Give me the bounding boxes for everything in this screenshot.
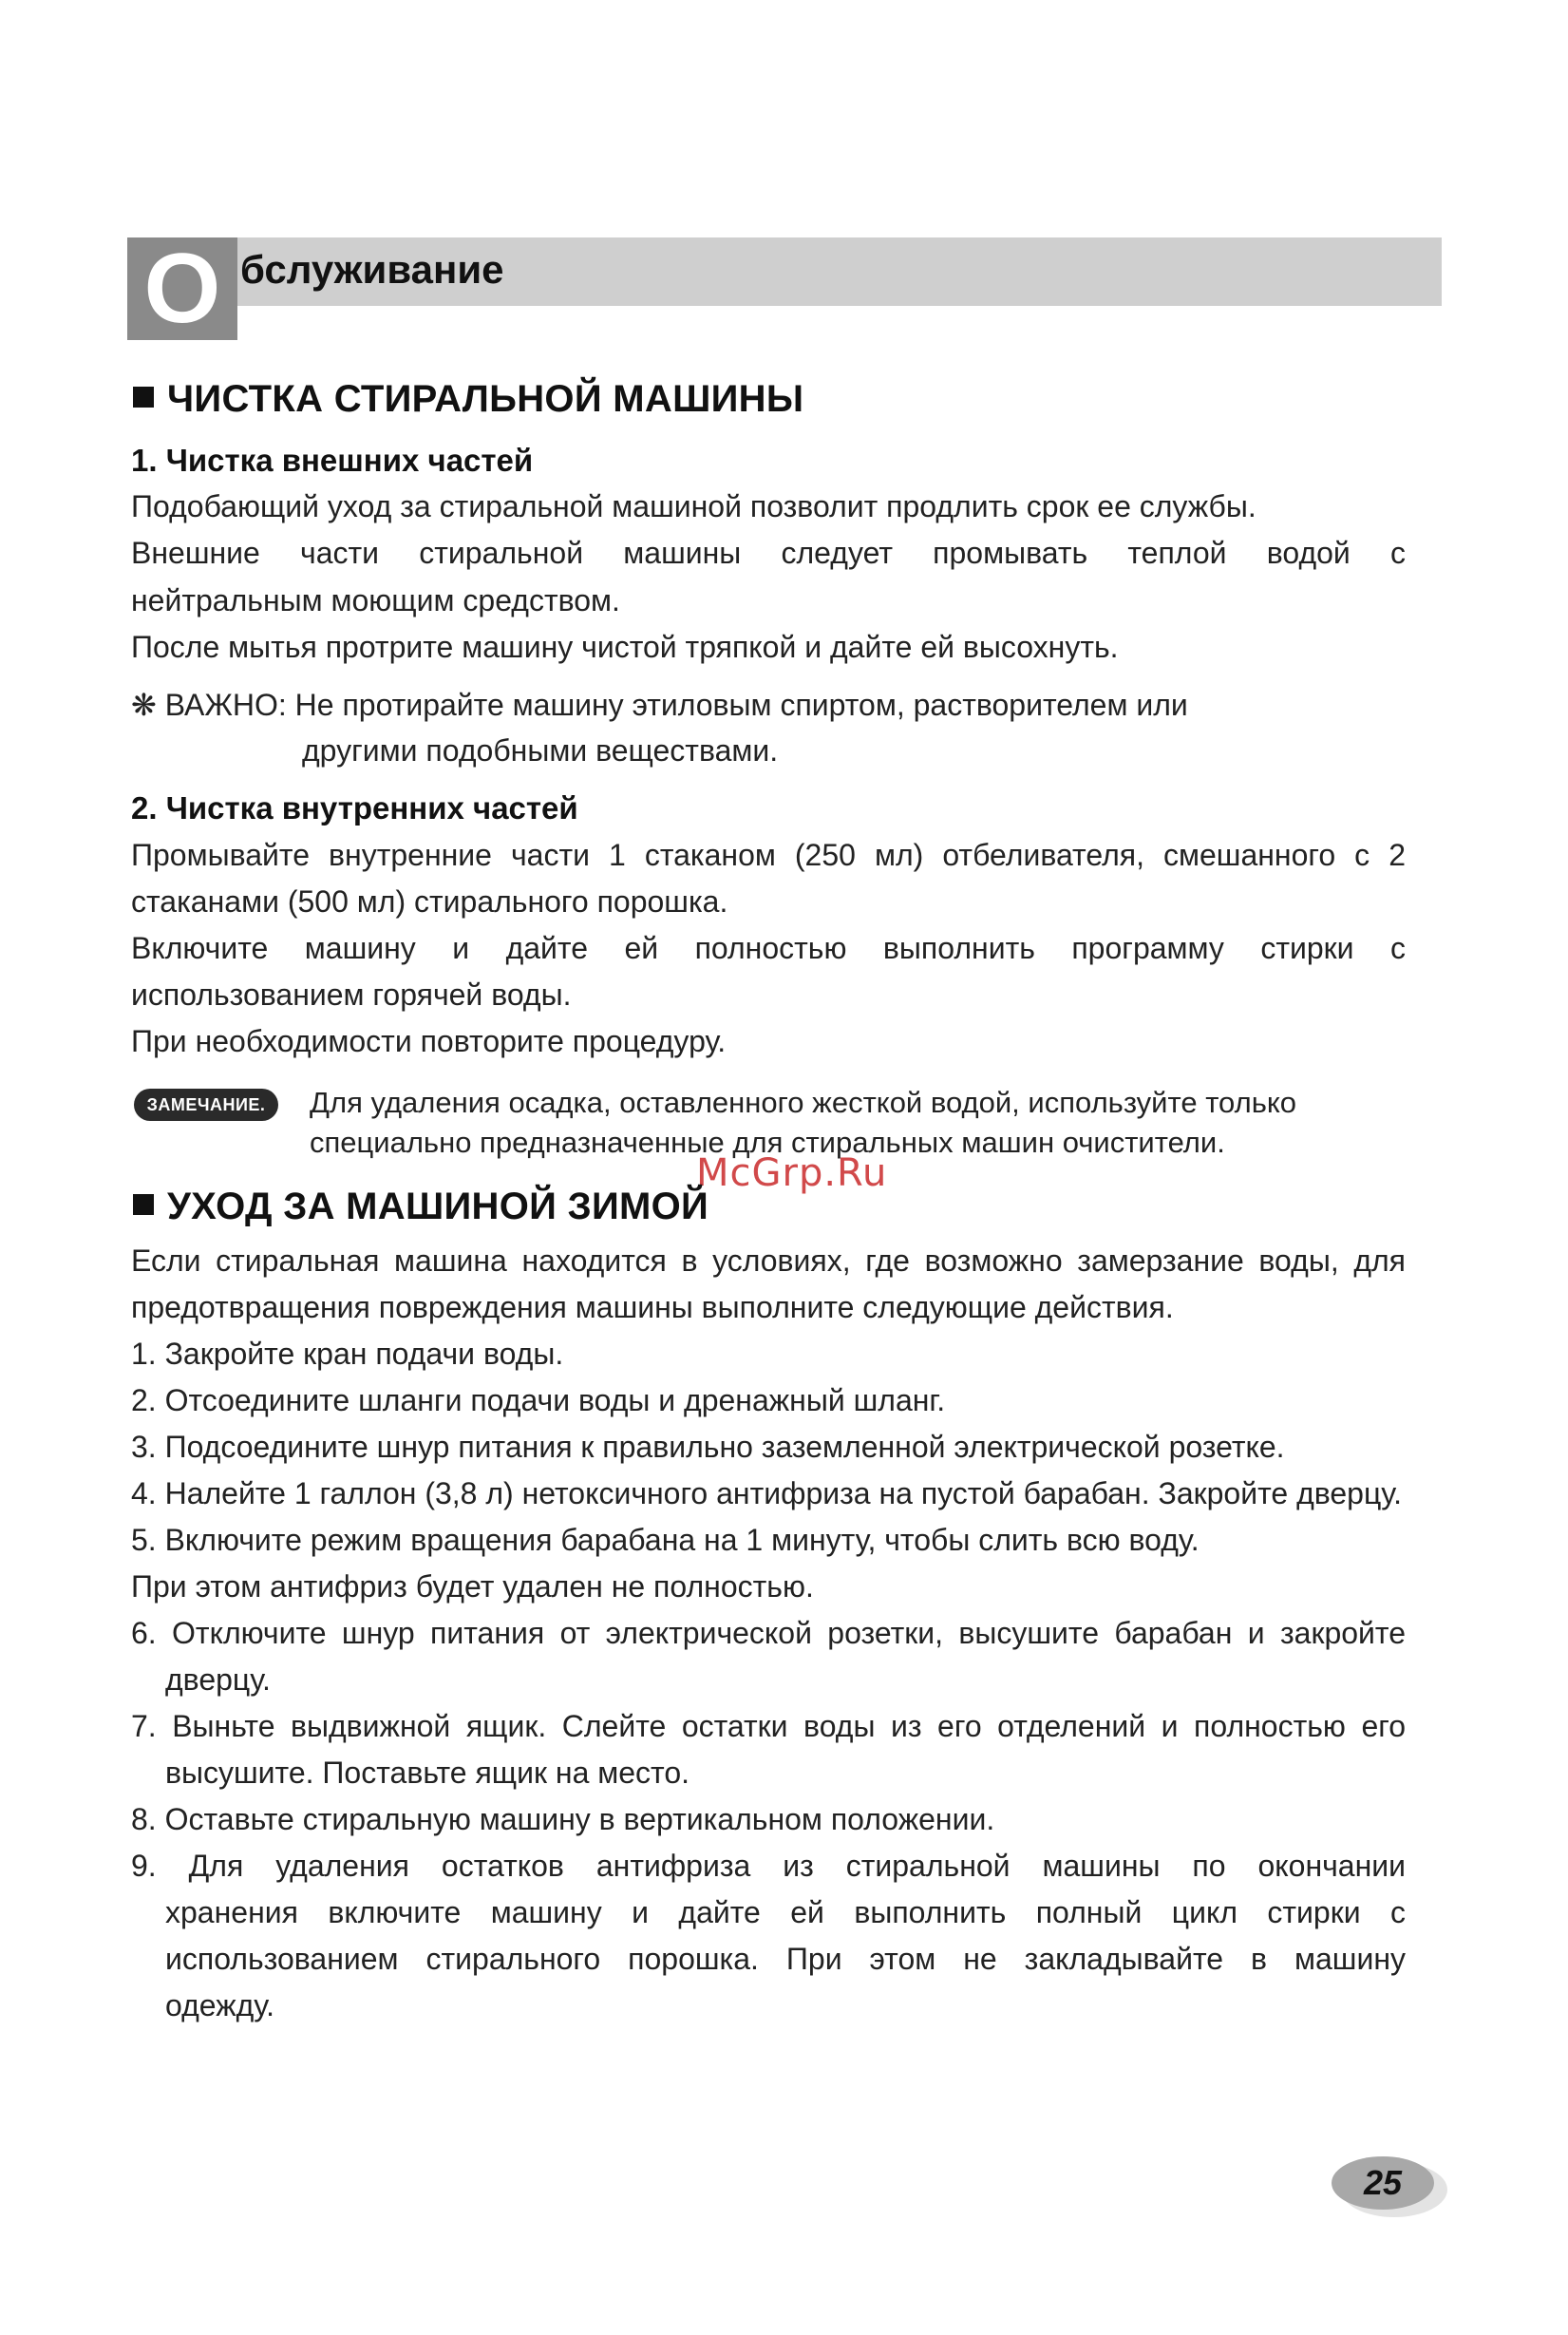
paragraph-line: Промывайте внутренние части 1 стаканом (250 мл) отбеливателя, смешанного с 2 (131, 838, 1406, 872)
page-title: бслуживание (240, 247, 504, 292)
list-item: 6. Отключите шнур питания от электрической розетки, высушите барабан и закройте (131, 1616, 1406, 1650)
subheading-interior: 2. Чистка внутренних частей (131, 790, 578, 826)
header-initial-letter: О (127, 237, 237, 340)
important-note-continued: другими подобными веществами. (302, 733, 779, 768)
paragraph-line: стаканами (500 мл) стирального порошка. (131, 884, 728, 919)
square-bullet-icon (133, 1194, 154, 1215)
list-item: 3. Подсоедините шнур питания к правильно заземленной электрической розетке. (131, 1430, 1285, 1464)
paragraph-line: Если стиральная машина находится в условиях, где возможно замерзание воды, для (131, 1243, 1406, 1278)
list-item-note: При этом антифриз будет удален не полностью. (131, 1569, 814, 1604)
note-text: Для удаления осадка, оставленного жесткой водой, используйте только (310, 1086, 1296, 1119)
list-item: 7. Выньте выдвижной ящик. Слейте остатки воды из его отделений и полностью его (131, 1709, 1406, 1743)
list-item-continued: дверцу. (165, 1662, 271, 1697)
list-item: 8. Оставьте стиральную машину в вертикальном положении. (131, 1802, 995, 1836)
note-text: специально предназначенные для стиральных машин очистители. (310, 1126, 1225, 1159)
paragraph-line: предотвращения повреждения машины выполните следующие действия. (131, 1290, 1174, 1324)
section-heading-cleaning: ЧИСТКА СТИРАЛЬНОЙ МАШИНЫ (133, 378, 803, 421)
square-bullet-icon (133, 387, 154, 408)
subheading-exterior: 1. Чистка внешних частей (131, 443, 534, 478)
list-item-continued: хранения включите машину и дайте ей выполнить полный цикл стирки с (165, 1895, 1406, 1929)
important-note: ❋ ВАЖНО: Не протирайте машину этиловым спиртом, растворителем или (131, 688, 1188, 722)
list-item: 1. Закройте кран подачи воды. (131, 1337, 564, 1371)
list-item: 5. Включите режим вращения барабана на 1 минуту, чтобы слить всю воду. (131, 1523, 1200, 1557)
paragraph-line: Подобающий уход за стиральной машиной позволит продлить срок ее службы. (131, 489, 1256, 523)
paragraph-line: использованием горячей воды. (131, 978, 572, 1012)
paragraph-line: При необходимости повторите процедуру. (131, 1024, 727, 1058)
paragraph-line: Внешние части стиральной машины следует промывать теплой водой с (131, 536, 1406, 570)
section-heading-winter: УХОД ЗА МАШИНОЙ ЗИМОЙ (133, 1186, 708, 1228)
page-number: 25 (1363, 2163, 1403, 2202)
list-item: 9. Для удаления остатков антифриза из стиральной машины по окончании (131, 1849, 1406, 1883)
watermark: McGrp.Ru (696, 1151, 888, 1195)
list-item: 2. Отсоедините шланги подачи воды и дренажный шланг. (131, 1383, 946, 1417)
list-item-continued: использованием стирального порошка. При этом не закладывайте в машину (165, 1942, 1406, 1976)
note-badge: ЗАМЕЧАНИЕ. (134, 1089, 278, 1121)
list-item: 4. Налейте 1 галлон (3,8 л) нетоксичного антифриза на пустой барабан. Закройте дверцу. (131, 1476, 1402, 1510)
paragraph-line: После мытья протрите машину чистой тряпкой и дайте ей высохнуть. (131, 630, 1119, 664)
paragraph-line: нейтральным моющим средством. (131, 583, 620, 617)
list-item-continued: высушите. Поставьте ящик на место. (165, 1756, 690, 1790)
list-item-continued: одежду. (165, 1988, 274, 2022)
paragraph-line: Включите машину и дайте ей полностью выполнить программу стирки с (131, 931, 1406, 965)
